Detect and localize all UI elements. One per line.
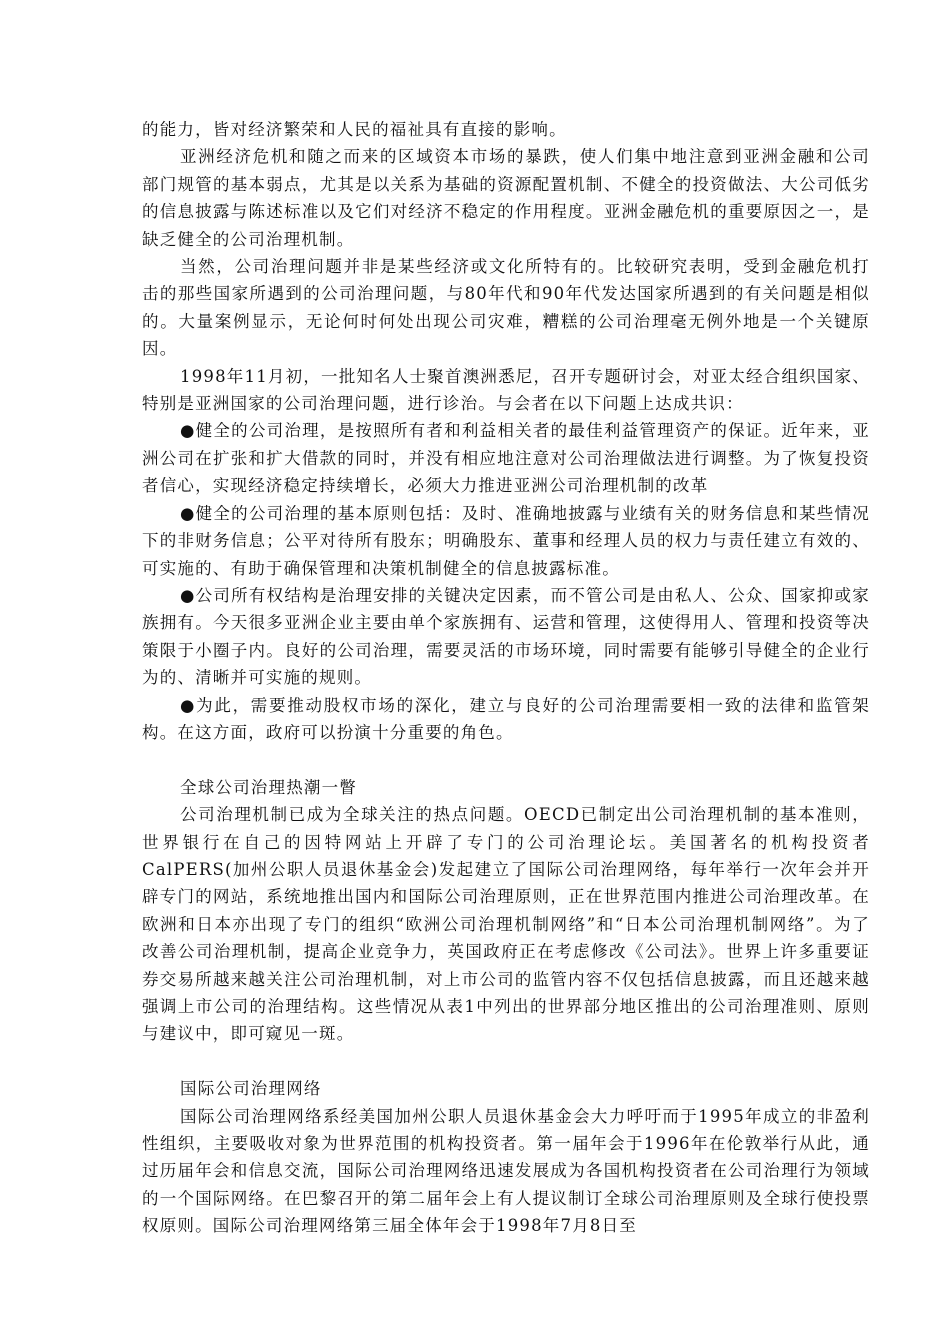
document-body bbox=[142, 116, 870, 1240]
section-spacer bbox=[142, 1048, 870, 1075]
section-heading-global-governance: 全球公司治理热潮一瞥 bbox=[180, 777, 357, 797]
section-heading-icgn: 国际公司治理网络 bbox=[180, 1079, 322, 1099]
bullet-paragraph-4: ●为此，需要推动股权市场的深化，建立与良好的公司治理需要相一致的法律和监管架构。在这方面，政府可以扮演十分重要的角色。 bbox=[142, 695, 870, 742]
paragraph-1: 亚洲经济危机和随之而来的区域资本市场的暴跌，使人们集中地注意到亚洲金融和公司部门规管的基本弱点，尤其是以关系为基础的资源配置机制、不健全的投资做法、大公司低劣的信息披露与陈述标准以及它们对经济不稳定的作用程度。亚洲金融危机的重要原因之一，是缺乏健全的公司治理机制。 bbox=[142, 147, 870, 249]
bullet-paragraph-3: ●公司所有权结构是治理安排的关键决定因素，而不管公司是由私人、公众、国家抑或家族拥有。今天很多亚洲企业主要由单个家族拥有、运营和管理，这使得用人、管理和投资等决策限于小圈子内。良好的公司治理，需要灵活的市场环境，同时需要有能够引导健全的企业行为的、清晰并可实施的规则。 bbox=[142, 585, 870, 688]
section-spacer bbox=[142, 746, 870, 773]
bullet-paragraph-1: ●健全的公司治理，是按照所有者和利益相关者的最佳利益管理资产的保证。近年来，亚洲公司在扩张和扩大借款的同时，并没有相应地注意对公司治理做法进行调整。为了恢复投资者信心，实现经济稳定持续增长，必须大力推进亚洲公司治理机制的改革 bbox=[142, 421, 870, 496]
section-body-global-governance: 公司治理机制已成为全球关注的热点问题。OECD已制定出公司治理机制的基本准则，世界银行在自己的因特网站上开辟了专门的公司治理论坛。美国著名的机构投资者CalPERS(加州公职人员退休基金会)发起建立了国际公司治理网络，每年举行一次年会并开辟专门的网站，系统地推出国内和国际公司治理原则，正在世界范围内推进公司治理改革。在欧洲和日本亦出现了专门的组织“欧洲公司治理机制网络”和“日本公司治理机制网络”。为了改善公司治理机制，提高企业竞争力，英国政府正在考虑修改《公司法》。世界上许多重要证券交易所越来越关注公司治理机制，对上市公司的监管内容不仅包括信息披露，而且还越来越强调上市公司的治理结构。这些情况从表1中列出的世界部分地区推出的公司治理准则、原则与建议中，即可窥见一斑。 bbox=[142, 805, 870, 1044]
paragraph-3: 1998年11月初，一批知名人士聚首澳洲悉尼，召开专题研讨会，对亚太经合组织国家、特别是亚洲国家的公司治理问题，进行诊治。与会者在以下问题上达成共识： bbox=[142, 366, 870, 414]
bullet-paragraph-2: ●健全的公司治理的基本原则包括：及时、准确地披露与业绩有关的财务信息和某些情况下的非财务信息；公平对待所有股东；明确股东、董事和经理人员的权力与责任建立有效的、可实施的、有助于确保管理和决策机制健全的信息披露标准。 bbox=[142, 503, 870, 578]
paragraph-2: 当然，公司治理问题并非是某些经济或文化所特有的。比较研究表明，受到金融危机打击的那些国家所遇到的公司治理问题，与80年代和90年代发达国家所遇到的有关问题是相似的。大量案例显示，无论何时何处出现公司灾难，糟糕的公司治理毫无例外地是一个关键原因。 bbox=[142, 257, 870, 359]
section-body-icgn: 国际公司治理网络系经美国加州公职人员退休基金会大力呼吁而于1995年成立的非盈利性组织，主要吸收对象为世界范围的机构投资者。第一届年会于1996年在伦敦举行从此，通过历届年会和信息交流，国际公司治理网络迅速发展成为各国机构投资者在公司治理行为领域的一个国际网络。在巴黎召开的第二届年会上有人提议制订全球公司治理原则及全球行使投票权原则。国际公司治理网络第三届全体年会于1998年7月8日至 bbox=[142, 1106, 870, 1236]
paragraph-0: 的能力，皆对经济繁荣和人民的福祉具有直接的影响。 bbox=[142, 120, 567, 139]
